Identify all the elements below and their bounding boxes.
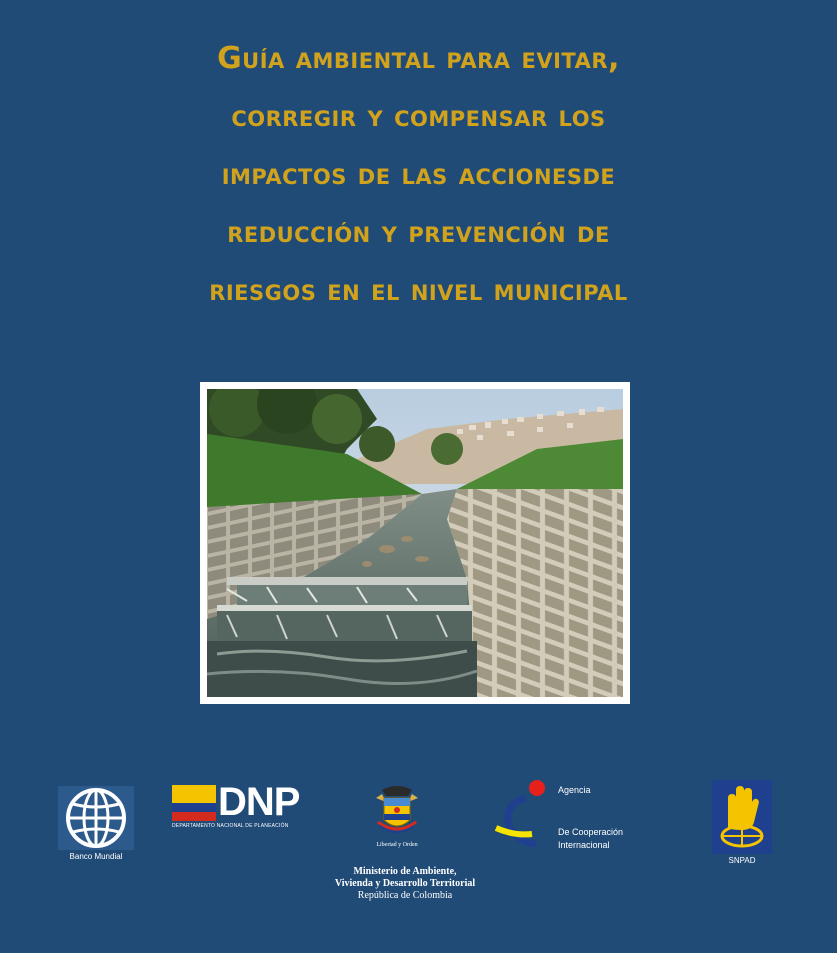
ministerio-line: Ministerio de Ambiente,	[353, 866, 457, 877]
colombia-flag-icon	[172, 785, 216, 821]
snpad-caption: SNPAD	[728, 856, 756, 865]
cover-title	[40, 30, 797, 320]
banco-mundial-caption: Banco Mundial	[69, 852, 123, 861]
snpad-logo	[712, 780, 772, 854]
title-line: Guía ambiental para evitar,	[217, 41, 620, 76]
agencia-line: Internacional	[558, 840, 610, 850]
dnp-wordmark: DNP	[218, 780, 300, 824]
dnp-logo	[172, 780, 322, 824]
banco-mundial-logo	[58, 786, 134, 850]
title-line: corregir y compensar los	[231, 99, 606, 134]
colombia-coat-of-arms	[372, 782, 422, 840]
agencia-line: De Cooperación	[558, 827, 624, 837]
colombia-coat-of-arms-icon	[372, 782, 422, 840]
agencia-logo-icon	[492, 778, 552, 856]
agencia-logo	[492, 778, 552, 856]
snpad-hand-icon	[712, 780, 772, 854]
ministerio-line: Vivienda y Desarrollo Territorial	[334, 878, 476, 889]
globe-icon	[58, 786, 134, 850]
republica-line: República de Colombia	[357, 890, 453, 901]
title-line: riesgos en el nivel municipal	[209, 273, 628, 308]
title-line: impactos de las accionesde	[221, 157, 616, 192]
canal-photo-illustration	[207, 389, 623, 697]
ministerio-block	[300, 866, 510, 902]
colombia-motto: Libertad y Orden	[376, 842, 418, 848]
dnp-subtitle: DEPARTAMENTO NACIONAL DE PLANEACIÓN	[172, 823, 289, 829]
title-line: reducción y prevención de	[227, 215, 610, 250]
cover-photo	[200, 382, 630, 704]
agencia-line1: Agencia	[558, 785, 591, 795]
agencia-line2	[558, 826, 623, 852]
